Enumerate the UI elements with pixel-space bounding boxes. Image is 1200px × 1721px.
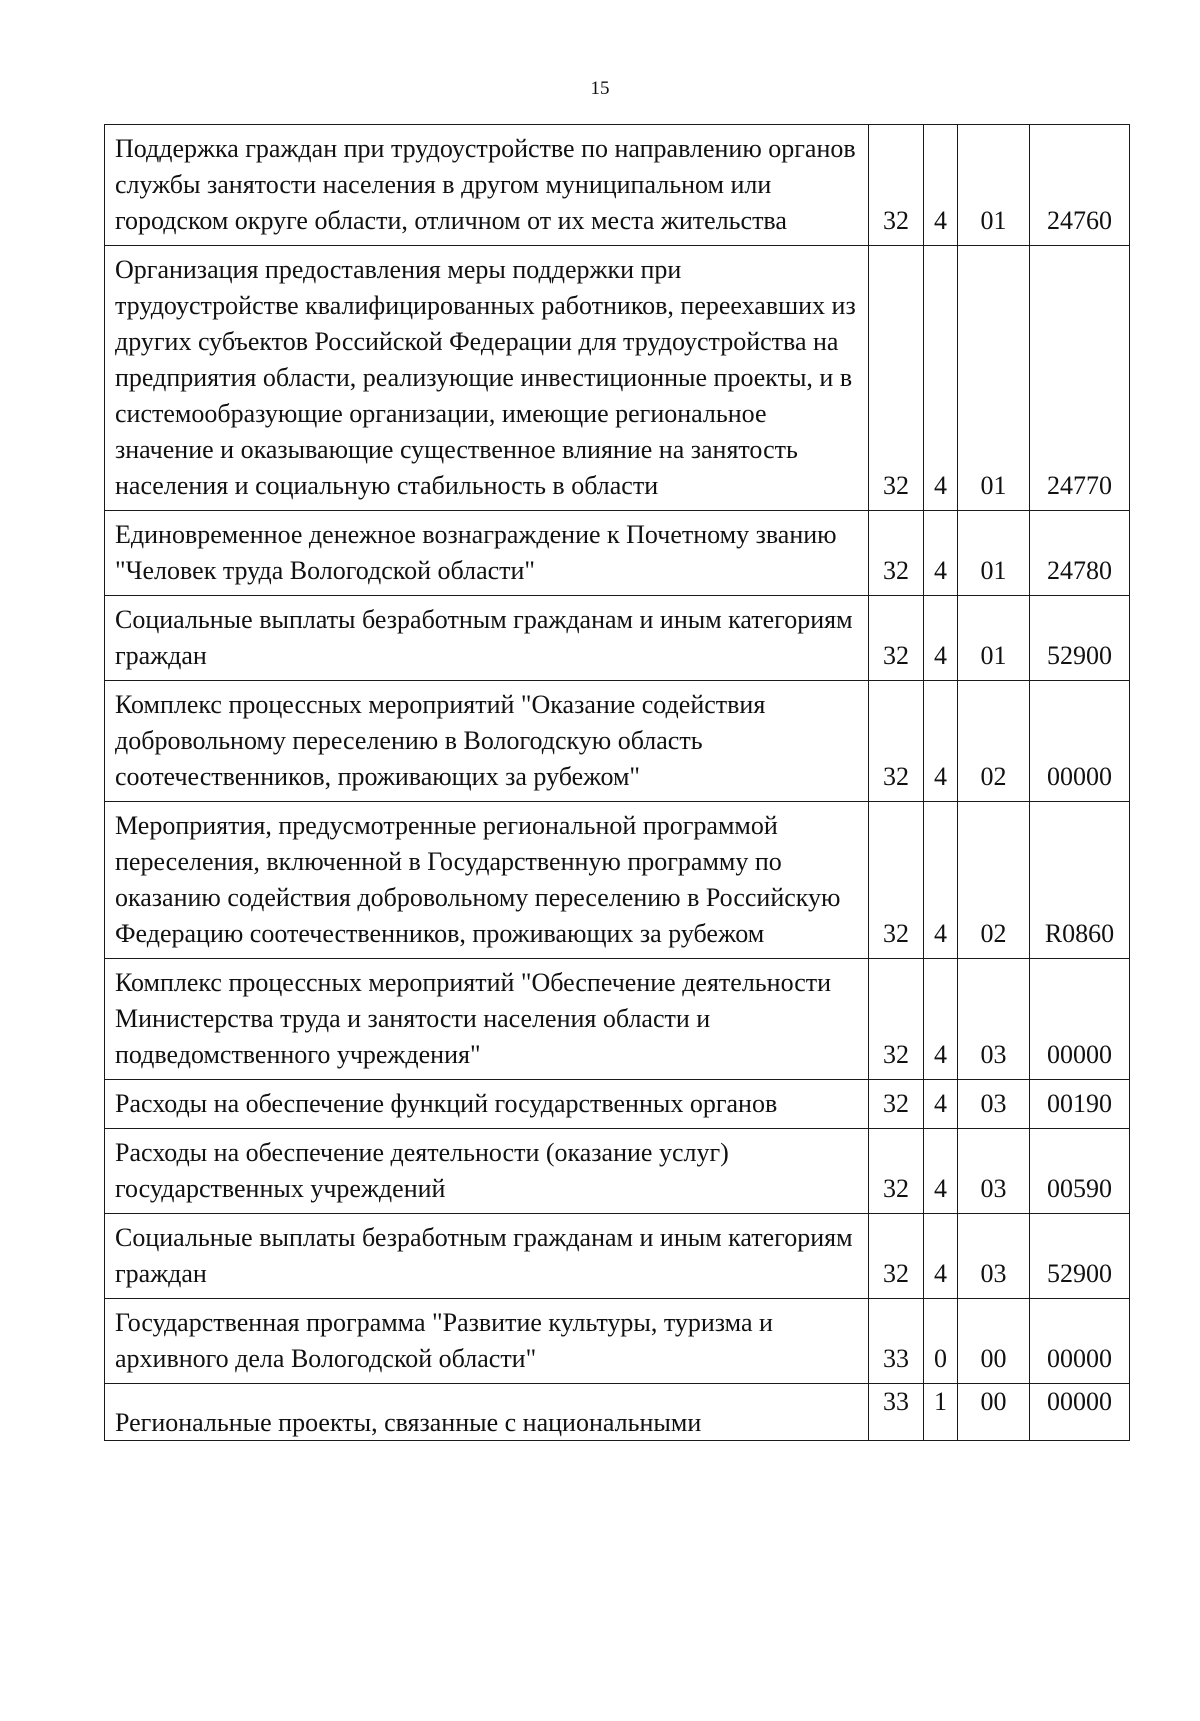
row-description: Поддержка граждан при трудоустройстве по направлению органов службы занятости населения в другом муниципальном или городском округе области, отличном от их места жительства <box>105 125 869 246</box>
expense-code-cell: 00000 <box>1030 681 1130 802</box>
subprogram-code-cell: 4 <box>924 681 958 802</box>
activity-code-cell: 01 <box>958 511 1030 596</box>
subprogram-code-cell: 4 <box>924 1080 958 1129</box>
activity-code-cell: 02 <box>958 802 1030 959</box>
row-description: Государственная программа "Развитие культуры, туризма и архивного дела Вологодской области" <box>105 1299 869 1384</box>
subprogram-code-cell: 4 <box>924 246 958 511</box>
expense-code-cell: 00000 <box>1030 959 1130 1080</box>
activity-code-cell: 01 <box>958 246 1030 511</box>
row-description: Расходы на обеспечение деятельности (оказание услуг) государственных учреждений <box>105 1129 869 1214</box>
table-row <box>105 681 1130 802</box>
subprogram-code-cell: 4 <box>924 1214 958 1299</box>
program-code-cell: 32 <box>869 802 924 959</box>
row-description: Комплекс процессных мероприятий "Оказание содействия добровольному переселению в Вологодскую область соотечественников, проживающих за рубежом" <box>105 681 869 802</box>
table-row <box>105 1299 1130 1384</box>
expense-code-cell: 00000 <box>1030 1384 1130 1441</box>
expense-code-cell: 00000 <box>1030 1299 1130 1384</box>
program-code-cell: 33 <box>869 1384 924 1441</box>
row-description: Расходы на обеспечение функций государственных органов <box>105 1080 869 1129</box>
expense-code-cell: 24760 <box>1030 125 1130 246</box>
expense-code-cell: 52900 <box>1030 596 1130 681</box>
subprogram-code-cell: 4 <box>924 125 958 246</box>
activity-code-cell: 02 <box>958 681 1030 802</box>
activity-code-cell: 03 <box>958 1214 1030 1299</box>
page-number: 15 <box>590 78 610 99</box>
activity-code-cell: 00 <box>958 1299 1030 1384</box>
expense-code-cell: R0860 <box>1030 802 1130 959</box>
table-row <box>105 802 1130 959</box>
row-description: Комплекс процессных мероприятий "Обеспечение деятельности Министерства труда и занятости населения области и подведомственного учреждения" <box>105 959 869 1080</box>
program-code-cell: 32 <box>869 959 924 1080</box>
subprogram-code-cell: 4 <box>924 802 958 959</box>
program-code-cell: 32 <box>869 511 924 596</box>
table-row <box>105 596 1130 681</box>
row-description: Единовременное денежное вознаграждение к Почетному званию "Человек труда Вологодской области" <box>105 511 869 596</box>
table-row <box>105 959 1130 1080</box>
table-row <box>105 125 1130 246</box>
row-description: Мероприятия, предусмотренные региональной программой переселения, включенной в Государственную программу по оказанию содействия добровольному переселению в Российскую Федерацию соотечественников, проживающих за рубежом <box>105 802 869 959</box>
expense-code-cell: 52900 <box>1030 1214 1130 1299</box>
activity-code-cell: 03 <box>958 1080 1030 1129</box>
subprogram-code-cell: 1 <box>924 1384 958 1441</box>
activity-code-cell: 03 <box>958 959 1030 1080</box>
program-code-cell: 32 <box>869 1214 924 1299</box>
activity-code-cell: 01 <box>958 125 1030 246</box>
program-code-cell: 32 <box>869 596 924 681</box>
program-code-cell: 32 <box>869 1080 924 1129</box>
expense-code-cell: 00590 <box>1030 1129 1130 1214</box>
subprogram-code-cell: 4 <box>924 511 958 596</box>
row-description: Региональные проекты, связанные с национальными <box>105 1384 869 1441</box>
activity-code-cell: 03 <box>958 1129 1030 1214</box>
program-code-cell: 33 <box>869 1299 924 1384</box>
subprogram-code-cell: 4 <box>924 596 958 681</box>
budget-classification-table <box>104 124 1130 1441</box>
expense-code-cell: 00190 <box>1030 1080 1130 1129</box>
table-row <box>105 246 1130 511</box>
row-description: Организация предоставления меры поддержки при трудоустройстве квалифицированных работников, переехавших из других субъектов Российской Федерации для трудоустройства на предприятия области, реализующие инвестиционные проекты, и в системообразующие организации, имеющие региональное значение и оказывающие существенное влияние на занятость населения и социальную стабильность в области <box>105 246 869 511</box>
activity-code-cell: 01 <box>958 596 1030 681</box>
table-row <box>105 1129 1130 1214</box>
table-row <box>105 511 1130 596</box>
program-code-cell: 32 <box>869 246 924 511</box>
expense-code-cell: 24780 <box>1030 511 1130 596</box>
table-row <box>105 1384 1130 1441</box>
program-code-cell: 32 <box>869 1129 924 1214</box>
subprogram-code-cell: 4 <box>924 959 958 1080</box>
table-row <box>105 1214 1130 1299</box>
expense-code-cell: 24770 <box>1030 246 1130 511</box>
row-description: Социальные выплаты безработным гражданам и иным категориям граждан <box>105 1214 869 1299</box>
subprogram-code-cell: 4 <box>924 1129 958 1214</box>
activity-code-cell: 00 <box>958 1384 1030 1441</box>
program-code-cell: 32 <box>869 125 924 246</box>
program-code-cell: 32 <box>869 681 924 802</box>
row-description: Социальные выплаты безработным гражданам и иным категориям граждан <box>105 596 869 681</box>
table-row <box>105 1080 1130 1129</box>
subprogram-code-cell: 0 <box>924 1299 958 1384</box>
